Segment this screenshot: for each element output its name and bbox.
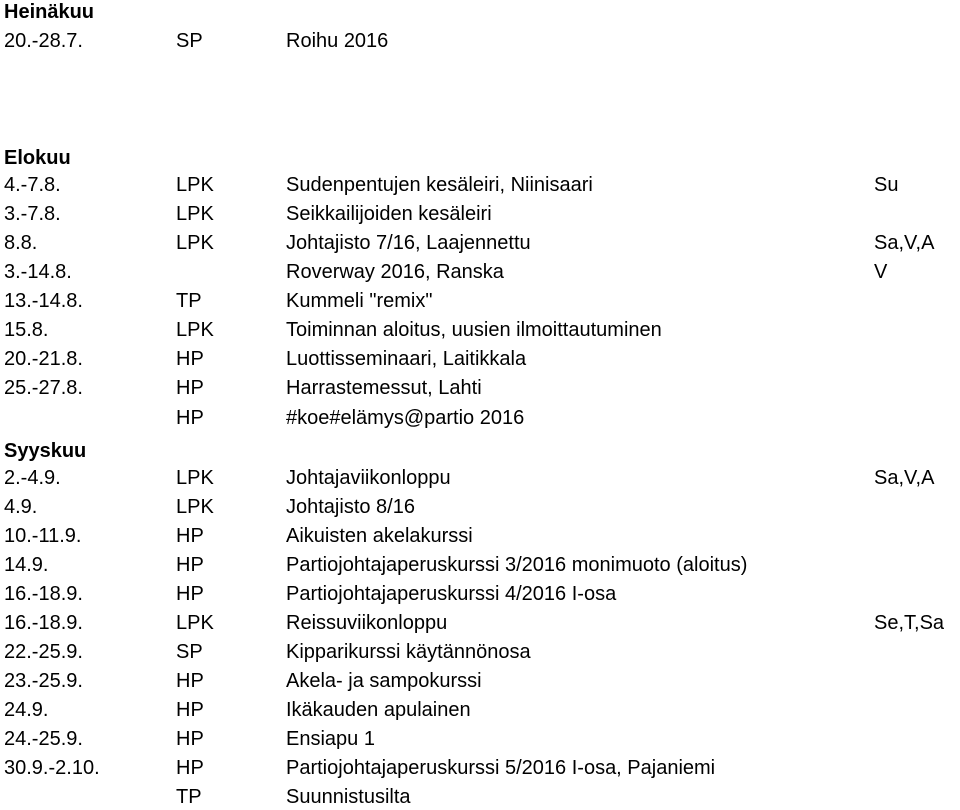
event-organizer: HP (176, 407, 204, 429)
event-date: 16.-18.9. (4, 612, 83, 634)
event-row (0, 610, 960, 636)
event-date: 13.-14.8. (4, 290, 83, 312)
event-organizer: HP (176, 757, 204, 779)
event-age-groups: Su (874, 174, 899, 196)
month-heading: Heinäkuu (4, 1, 95, 23)
event-organizer: LPK (176, 232, 214, 254)
event-organizer: LPK (176, 319, 214, 341)
event-organizer: HP (176, 554, 204, 576)
event-organizer: HP (176, 525, 204, 547)
event-title: Reissuviikonloppu (286, 612, 448, 634)
event-organizer: TP (176, 290, 202, 312)
event-age-groups: Se,T,Sa (874, 612, 945, 634)
event-row (0, 552, 960, 578)
event-date: 24.9. (4, 699, 49, 721)
event-date: 20.-21.8. (4, 348, 83, 370)
event-row (0, 784, 960, 810)
event-title: Aikuisten akelakurssi (286, 525, 473, 547)
event-date: 16.-18.9. (4, 583, 83, 605)
event-title: Roihu 2016 (286, 30, 389, 52)
event-row (0, 523, 960, 549)
event-date: 23.-25.9. (4, 670, 83, 692)
event-row (0, 405, 960, 431)
event-title: Luottisseminaari, Laitikkala (286, 348, 527, 370)
event-date: 4.-7.8. (4, 174, 61, 196)
event-organizer: TP (176, 786, 202, 808)
event-organizer: HP (176, 728, 204, 750)
event-row (0, 28, 960, 54)
event-row (0, 288, 960, 314)
event-title: Roverway 2016, Ranska (286, 261, 504, 283)
event-organizer: LPK (176, 612, 214, 634)
event-title: Partiojohtajaperuskurssi 3/2016 monimuoto (aloitus) (286, 554, 748, 576)
event-organizer: SP (176, 30, 203, 52)
event-row (0, 581, 960, 607)
event-organizer: HP (176, 670, 204, 692)
event-row (0, 755, 960, 781)
event-title: Seikkailijoiden kesäleiri (286, 203, 492, 225)
event-organizer: LPK (176, 174, 214, 196)
event-date: 10.-11.9. (4, 525, 82, 547)
event-date: 4.9. (4, 496, 38, 518)
event-age-groups: Sa,V,A (874, 232, 935, 254)
event-title: Kummeli "remix" (286, 290, 433, 312)
event-title: Johtajisto 8/16 (286, 496, 415, 518)
event-row (0, 639, 960, 665)
event-title: Kipparikurssi käytännönosa (286, 641, 531, 663)
event-title: Suunnistusilta (286, 786, 411, 808)
event-title: #koe#elämys@partio 2016 (286, 407, 525, 429)
event-age-groups: Sa,V,A (874, 467, 935, 489)
event-age-groups: V (874, 261, 888, 283)
event-date: 8.8. (4, 232, 38, 254)
event-organizer: HP (176, 377, 204, 399)
event-organizer: LPK (176, 496, 214, 518)
event-row (0, 726, 960, 752)
event-row (0, 494, 960, 520)
event-title: Partiojohtajaperuskurssi 4/2016 I-osa (286, 583, 617, 605)
event-organizer: HP (176, 583, 204, 605)
event-date: 2.-4.9. (4, 467, 61, 489)
event-row (0, 172, 960, 198)
event-date: 3.-7.8. (4, 203, 61, 225)
month-heading: Syyskuu (4, 440, 87, 462)
event-title: Harrastemessut, Lahti (286, 377, 482, 399)
event-organizer: HP (176, 348, 204, 370)
event-date: 24.-25.9. (4, 728, 83, 750)
event-date: 30.9.-2.10. (4, 757, 100, 779)
event-row (0, 317, 960, 343)
event-date: 3.-14.8. (4, 261, 72, 283)
event-row (0, 375, 960, 401)
event-title: Johtajaviikonloppu (286, 467, 451, 489)
event-organizer: SP (176, 641, 203, 663)
event-row (0, 465, 960, 491)
event-row (0, 697, 960, 723)
event-organizer: HP (176, 699, 204, 721)
event-row (0, 259, 960, 285)
event-title: Ensiapu 1 (286, 728, 375, 750)
event-title: Ikäkauden apulainen (286, 699, 471, 721)
event-title: Sudenpentujen kesäleiri, Niinisaari (286, 174, 593, 196)
month-heading: Elokuu (4, 147, 71, 169)
event-date: 15.8. (4, 319, 49, 341)
event-row (0, 201, 960, 227)
event-title: Toiminnan aloitus, uusien ilmoittautuminen (286, 319, 662, 341)
event-organizer: LPK (176, 203, 214, 225)
event-title: Johtajisto 7/16, Laajennettu (286, 232, 531, 254)
event-date: 14.9. (4, 554, 49, 576)
event-row (0, 230, 960, 256)
event-row (0, 668, 960, 694)
event-title: Akela- ja sampokurssi (286, 670, 482, 692)
event-date: 22.-25.9. (4, 641, 83, 663)
event-date: 20.-28.7. (4, 30, 83, 52)
event-date: 25.-27.8. (4, 377, 83, 399)
event-organizer: LPK (176, 467, 214, 489)
event-row (0, 346, 960, 372)
event-title: Partiojohtajaperuskurssi 5/2016 I-osa, Pajaniemi (286, 757, 716, 779)
